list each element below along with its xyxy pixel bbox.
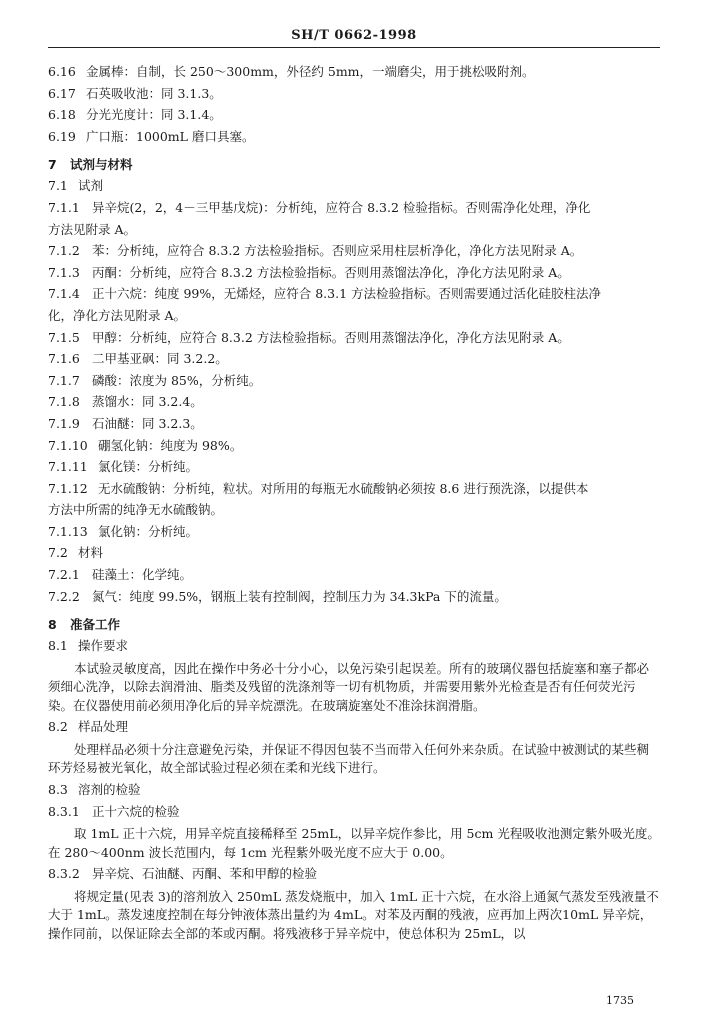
section-heading	[48, 157, 660, 173]
clause-text: 氯化钠：分析纯。	[98, 523, 199, 539]
clause-line	[48, 265, 660, 281]
paragraph-8-1: 本试验灵敏度高，因此在操作中务必十分小心，以免污染引起误差。所有的玻璃仪器包括旋塞和塞子都必须细心洗净，以除去润滑油、脂类及残留的洗涤剂等一切有机物质，并需要用紫外光检查是否有任何荧光污染。在仪器使用前必须用净化后的异辛烷漂洗。在玻璃旋塞处不准涂抹润滑脂。	[48, 660, 650, 713]
clause-number: 7.2.2	[48, 588, 80, 604]
clause-number: 8.3.1	[48, 803, 80, 819]
clause-line	[48, 394, 660, 410]
clause-line	[48, 502, 660, 518]
clause-line	[48, 638, 660, 654]
clause-line	[48, 545, 660, 561]
clause-line	[48, 567, 660, 583]
clause-line	[48, 129, 660, 145]
clause-text: 磷酸：浓度为 85%，分析纯。	[92, 372, 262, 388]
clause-list	[48, 64, 660, 654]
clause-number: 7.1.1	[48, 199, 80, 215]
clause-text: 分光光度计：同 3.1.4。	[86, 107, 222, 123]
clause-number: 6.17	[48, 85, 76, 101]
clause-line	[48, 200, 660, 216]
clause-text: 异辛烷(2，2，4－三甲基戊烷)：分析纯，应符合 8.3.2 检验指标。否则需净化处理，净化	[92, 199, 591, 215]
clause-text: 试剂与材料	[70, 156, 133, 172]
clause-heading-8-3-2	[48, 866, 660, 882]
clause-line	[48, 286, 660, 302]
document-body	[48, 64, 660, 947]
clause-text: 氮气：纯度 99.5%，钢瓶上装有控制阀，控制压力为 34.3kPa 下的流量。	[92, 588, 507, 604]
clause-line	[48, 524, 660, 540]
clause-text: 无水硫酸钠：分析纯，粒状。对所用的每瓶无水硫酸钠必须按 8.6 进行预洗涤，以提供本	[98, 480, 589, 496]
clause-line	[48, 308, 660, 324]
clause-number: 7.1	[48, 178, 68, 194]
clause-text: 石油醚：同 3.2.3。	[92, 415, 203, 431]
clause-line	[48, 243, 660, 259]
clause-heading-8-2	[48, 719, 660, 735]
clause-text: 二甲基亚砜：同 3.2.2。	[92, 351, 228, 367]
clause-heading-8-3-1	[48, 804, 660, 820]
clause-text: 广口瓶：1000mL 磨口具塞。	[86, 128, 255, 144]
clause-line	[48, 178, 660, 194]
clause-number: 7.1.6	[48, 351, 80, 367]
clause-number: 6.18	[48, 107, 76, 123]
clause-number: 7.1.9	[48, 415, 80, 431]
header-rule	[48, 47, 660, 48]
clause-text: 金属棒：自制，长 250～300mm，外径约 5mm，一端磨尖，用于挑松吸附剂。	[86, 64, 535, 79]
clause-line	[48, 222, 660, 238]
clause-text: 丙酮：分析纯，应符合 8.3.2 方法检验指标。否则用蒸馏法净化，净化方法见附录 A。	[92, 264, 570, 280]
clause-number: 7.1.13	[48, 523, 88, 539]
clause-number: 6.16	[48, 64, 76, 79]
section-heading	[48, 617, 660, 633]
clause-text: 准备工作	[70, 616, 121, 632]
clause-line	[48, 86, 660, 102]
clause-line	[48, 351, 660, 367]
clause-number: 7.1.8	[48, 394, 80, 410]
clause-line	[48, 416, 660, 432]
clause-number: 7.1.5	[48, 329, 80, 345]
clause-number: 8.3	[48, 781, 68, 797]
paragraph-8-3-2: 将规定量(见表 3)的溶剂放入 250mL 蒸发烧瓶中，加入 1mL 正十六烷，在水浴上通氮气蒸发至残液量不大于 1mL。蒸发速度控制在每分钟液体蒸出量约为 4mL。对苯及丙酮的残液，应再加上两次10mL 异辛烷，操作同前，以保证除去全部的苯或丙酮。将残液移于异辛烷中，使总体积为 25mL，以	[48, 888, 659, 941]
clause-line	[48, 459, 660, 475]
clause-text: 氯化镁：分析纯。	[98, 459, 199, 475]
clause-text: 石英吸收池：同 3.1.3。	[86, 85, 222, 101]
clause-number: 8.2	[48, 719, 68, 735]
standard-code-header: SH/T 0662-1998	[291, 28, 417, 43]
clause-number: 7.1.10	[48, 437, 88, 453]
paragraph-8-3-1: 取 1mL 正十六烷，用异辛烷直接稀释至 25mL，以异辛烷作参比，用 5cm 光程吸收池测定紫外吸光度。在 280～400nm 波长范围内，每 1cm 光程紫外吸光度不应大于 0.00。	[48, 826, 660, 860]
clause-number: 7.1.11	[48, 459, 88, 475]
clause-number: 7	[48, 156, 57, 172]
clause-line	[48, 330, 660, 346]
clause-text: 甲醇：分析纯，应符合 8.3.2 方法检验指标。否则用蒸馏法净化，净化方法见附录 A。	[92, 329, 570, 345]
clause-number: 8.3.2	[48, 866, 80, 882]
clause-heading-8-3	[48, 782, 660, 798]
clause-text: 蒸馏水：同 3.2.4。	[92, 394, 203, 410]
clause-number: 7.2	[48, 545, 68, 561]
clause-title: 样品处理	[78, 719, 129, 735]
clause-line	[48, 373, 660, 389]
clause-line	[48, 481, 660, 497]
clause-title: 溶剂的检验	[78, 781, 141, 797]
clause-line	[48, 438, 660, 454]
clause-number: 7.1.7	[48, 372, 80, 388]
clause-number: 7.1.12	[48, 480, 88, 496]
clause-text: 硅藻土：化学纯。	[92, 567, 193, 583]
clause-line	[48, 589, 660, 605]
clause-line	[48, 64, 660, 80]
clause-text: 硼氢化钠：纯度为 98%。	[98, 437, 243, 453]
clause-text: 试剂	[78, 178, 104, 194]
clause-line	[48, 107, 660, 123]
clause-text: 方法见附录 A。	[48, 221, 137, 237]
clause-number: 6.19	[48, 128, 76, 144]
clause-text: 材料	[78, 545, 104, 561]
clause-number: 8	[48, 616, 57, 632]
clause-text: 方法中所需的纯净无水硫酸钠。	[48, 502, 224, 518]
clause-number: 7.1.2	[48, 243, 80, 259]
clause-text: 正十六烷：纯度 99%，无烯烃，应符合 8.3.1 方法检验指标。否则需要通过活化硅胶柱法净	[92, 286, 602, 302]
clause-text: 操作要求	[78, 638, 129, 654]
paragraph-8-2: 处理样品必须十分注意避免污染，并保证不得因包装不当而带入任何外来杂质。在试验中被测试的某些稠环芳烃易被光氧化，故全部试验过程必须在柔和光线下进行。	[48, 741, 650, 776]
clause-number: 7.1.3	[48, 264, 80, 280]
clause-title: 异辛烷、石油醚、丙酮、苯和甲醇的检验	[92, 866, 318, 882]
clause-text: 苯：分析纯，应符合 8.3.2 方法检验指标。否则应采用柱层析净化，净化方法见附录 A。	[92, 243, 583, 259]
clause-number: 7.2.1	[48, 567, 80, 583]
clause-title: 正十六烷的检验	[92, 803, 180, 819]
page-number: 1735	[606, 994, 634, 1007]
clause-number: 8.1	[48, 638, 68, 654]
clause-number: 7.1.4	[48, 286, 80, 302]
clause-text: 化，净化方法见附录 A。	[48, 307, 187, 323]
